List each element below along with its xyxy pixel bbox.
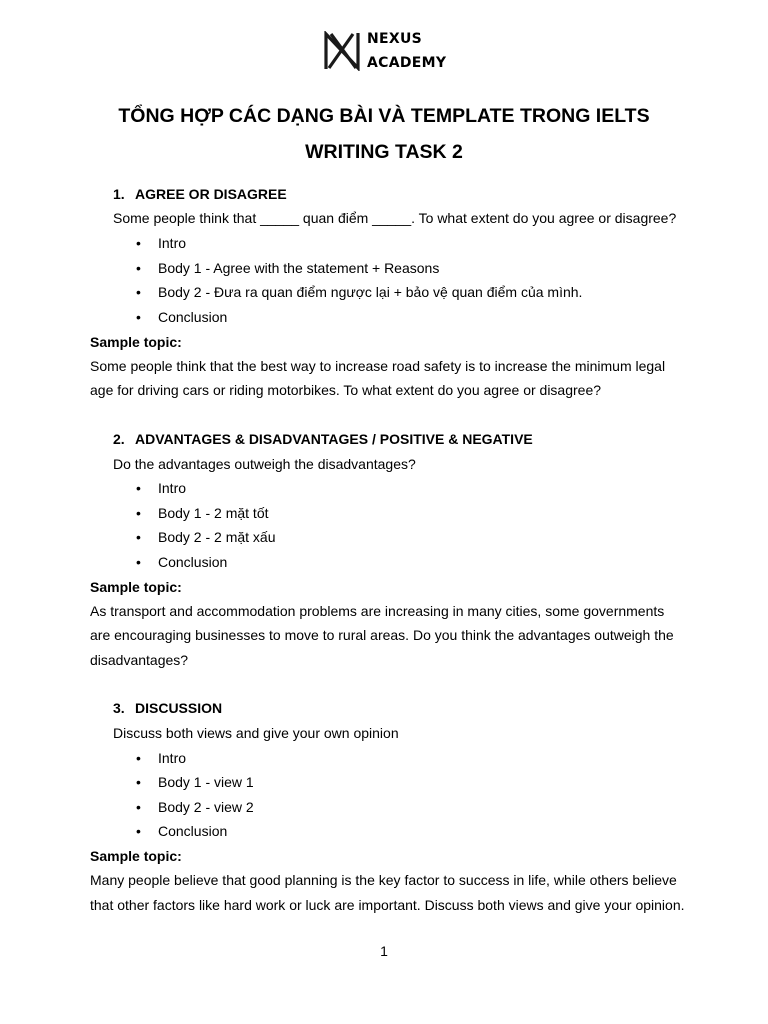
bullet-icon: • (136, 260, 141, 276)
sample-topic-label: Sample topic: (90, 848, 182, 864)
bullet-icon: • (136, 505, 141, 521)
bullet-icon: • (136, 774, 141, 790)
list-item: Intro (158, 480, 187, 496)
sample-topic-text: age for driving cars or riding motorbikes. To what extent do you agree or disagree? (90, 382, 602, 398)
list-item: Body 2 - view 2 (158, 799, 254, 815)
logo-text-line2: ACADEMY (367, 55, 447, 71)
list-item: Conclusion (158, 309, 228, 325)
page-number: 1 (380, 943, 388, 959)
list-item: Body 2 - 2 mặt xấu (158, 529, 276, 545)
list-item: Body 1 - view 1 (158, 774, 254, 790)
list-item: Body 1 - 2 mặt tốt (158, 505, 269, 521)
bullet-icon: • (136, 529, 141, 545)
section-heading (113, 431, 533, 447)
sample-topic-label: Sample topic: (90, 579, 182, 595)
list-item: Intro (158, 750, 187, 766)
list-item: Conclusion (158, 554, 228, 570)
section-heading-text: DISCUSSION (135, 700, 223, 716)
bullet-icon: • (136, 799, 141, 815)
list-item: Intro (158, 235, 187, 251)
list-item: Body 2 - Đưa ra quan điểm ngược lại + bảo vệ quan điểm của mình. (158, 284, 583, 300)
section-number: 1. (113, 186, 125, 202)
sample-topic-text: disadvantages? (90, 652, 189, 668)
sample-topic-text: Some people think that the best way to increase road safety is to increase the minimum legal (90, 358, 666, 374)
bullet-icon: • (136, 750, 141, 766)
section-number: 3. (113, 700, 125, 716)
logo-text-line1: NEXUS (367, 31, 423, 47)
section-prompt: Some people think that _____ quan điểm _____. To what extent do you agree or disagree? (113, 210, 677, 226)
bullet-icon: • (136, 554, 141, 570)
section-heading-text: AGREE OR DISAGREE (135, 186, 287, 202)
bullet-icon: • (136, 480, 141, 496)
section-heading-text: ADVANTAGES & DISADVANTAGES / POSITIVE & NEGATIVE (135, 431, 533, 447)
section-number: 2. (113, 431, 125, 447)
sample-topic-label: Sample topic: (90, 334, 182, 350)
sample-topic-text: are encouraging businesses to move to rural areas. Do you think the advantages outweigh the (90, 627, 674, 643)
header-logo (323, 27, 446, 75)
nexus-x-logo-icon (323, 31, 361, 71)
bullet-icon: • (136, 284, 141, 300)
section-heading (113, 186, 287, 202)
document-title-line2: WRITING TASK 2 (305, 141, 463, 163)
section-prompt: Discuss both views and give your own opinion (113, 725, 399, 741)
sample-topic-text: that other factors like hard work or luck are important. Discuss both views and give your opinion. (90, 897, 685, 913)
list-item: Body 1 - Agree with the statement + Reasons (158, 260, 440, 276)
sample-topic-text: Many people believe that good planning is the key factor to success in life, while others believe (90, 872, 677, 888)
section-heading (113, 700, 222, 716)
bullet-icon: • (136, 823, 141, 839)
list-item: Conclusion (158, 823, 228, 839)
bullet-icon: • (136, 309, 141, 325)
section-prompt: Do the advantages outweigh the disadvantages? (113, 456, 416, 472)
document-title-line1: TỔNG HỢP CÁC DẠNG BÀI VÀ TEMPLATE TRONG IELTS (118, 105, 650, 127)
sample-topic-text: As transport and accommodation problems are increasing in many cities, some governments (90, 603, 665, 619)
bullet-icon: • (136, 235, 141, 251)
